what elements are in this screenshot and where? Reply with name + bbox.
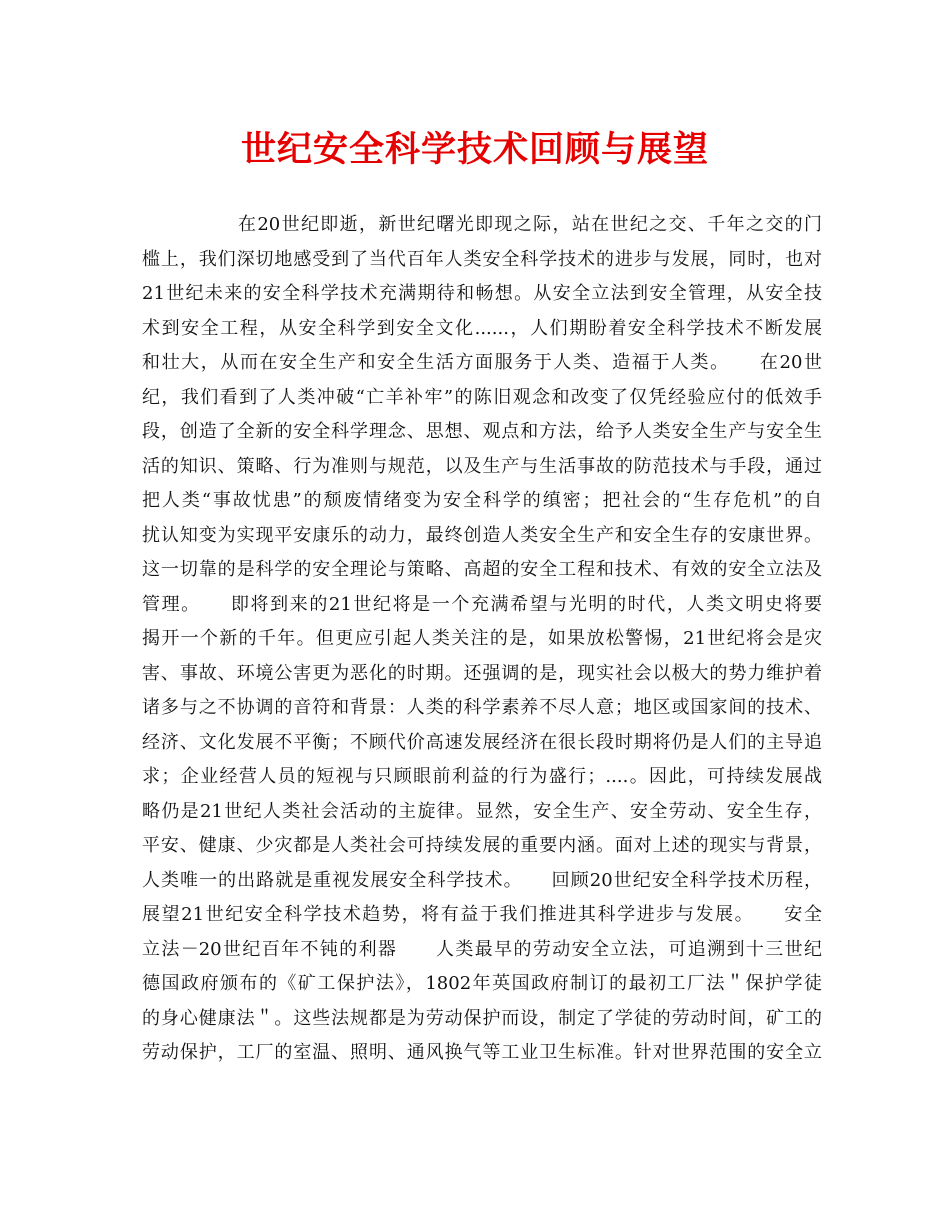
body-line: 21世纪未来的安全科学技术充满期待和畅想。从安全立法到安全管理，从安全技 [142, 283, 822, 304]
document-title: 世纪安全科学技术回顾与展望 [240, 129, 709, 170]
body-line: 这一切靠的是科学的安全理论与策略、高超的安全工程和技术、有效的安全立法及 [142, 559, 822, 580]
body-line: 的身心健康法＂。这些法规都是为劳动保护而设，制定了学徒的劳动时间，矿工的 [142, 1007, 822, 1029]
body-line: 劳动保护，工厂的室温、照明、通风换气等工业卫生标准。针对世界范围的安全立 [142, 1042, 822, 1063]
body-line: 揭开一个新的千年。但更应引起人类关注的是，如果放松警惕，21世纪将会是灾 [142, 628, 822, 649]
body-line: 术到安全工程，从安全科学到安全文化......，人们期盼着安全科学技术不断发展 [142, 317, 822, 339]
body-line: 管理。 即将到来的21世纪将是一个充满希望与光明的时代，人类文明史将要 [142, 593, 822, 615]
body-line: 求；企业经营人员的短视与只顾眼前利益的行为盛行；....。因此，可持续发展战 [142, 766, 822, 787]
body-line: 扰认知变为实现平安康乐的动力，最终创造人类安全生产和安全生存的安康世界。 [142, 524, 822, 546]
body-line: 在20世纪即逝，新世纪曙光即现之际，站在世纪之交、千年之交的门 [238, 214, 822, 235]
body-line: 略仍是21世纪人类社会活动的主旋律。显然，安全生产、安全劳动、安全生存， [142, 800, 822, 822]
body-line: 经济、文化发展不平衡；不顾代价高速发展经济在很长段时期将仍是人们的主导追 [142, 731, 822, 753]
body-line: 诸多与之不协调的音符和背景：人类的科学素养不尽人意；地区或国家间的技术、 [142, 697, 822, 718]
body-line: 德国政府颁布的《矿工保护法》，1802年英国政府制订的最初工厂法＂保护学徒 [142, 973, 822, 994]
body-line: 立法－20世纪百年不钝的利器 人类最早的劳动安全立法，可追溯到十三世纪 [142, 938, 822, 960]
body-line: 槛上，我们深切地感受到了当代百年人类安全科学技术的进步与发展，同时，也对 [142, 248, 822, 270]
body-line: 害、事故、环境公害更为恶化的时期。还强调的是，现实社会以极大的势力维护着 [142, 662, 822, 684]
body-line: 纪，我们看到了人类冲破“亡羊补牢”的陈旧观念和改变了仅凭经验应付的低效手 [142, 386, 822, 408]
body-line: 展望21世纪安全科学技术趋势，将有益于我们推进其科学进步与发展。 安全 [142, 904, 822, 925]
body-line: 活的知识、策略、行为准则与规范，以及生产与生活事故的防范技术与手段，通过 [142, 455, 822, 477]
body-line: 把人类“事故忧患”的颓废情绪变为安全科学的缜密；把社会的“生存危机”的自 [142, 490, 822, 511]
document-body [142, 208, 822, 1071]
body-line: 人类唯一的出路就是重视发展安全科学技术。 回顾20世纪安全科学技术历程， [142, 869, 822, 891]
body-line: 和壮大，从而在安全生产和安全生活方面服务于人类、造福于人类。 在20世 [142, 352, 822, 373]
body-line: 平安、健康、少灾都是人类社会可持续发展的重要内涵。面对上述的现实与背景， [142, 835, 822, 856]
body-line: 段，创造了全新的安全科学理念、思想、观点和方法，给予人类安全生产与安全生 [142, 421, 822, 442]
